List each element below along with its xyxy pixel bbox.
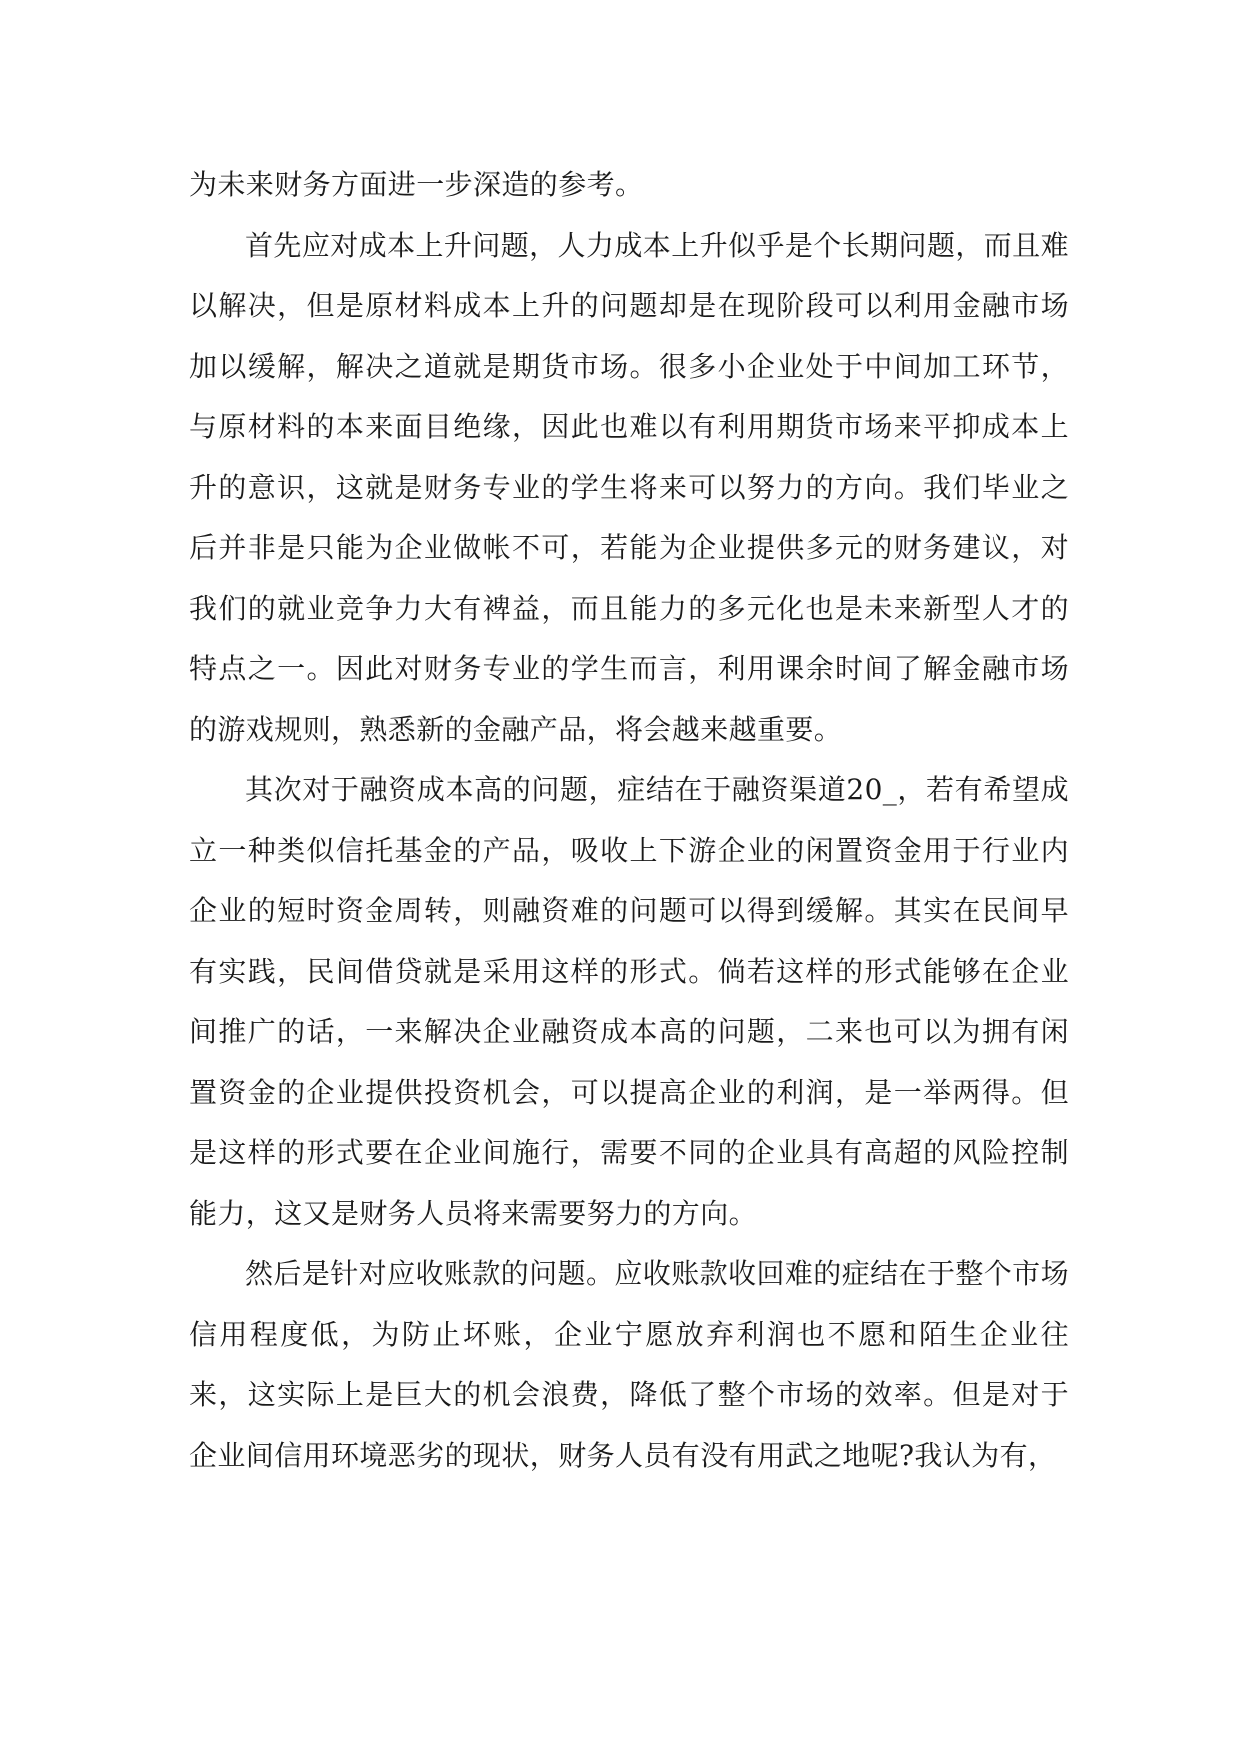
paragraph-1: 为未来财务方面进一步深造的参考。 bbox=[189, 168, 644, 201]
document-body bbox=[189, 155, 1069, 1486]
paragraph-3: 其次对于融资成本高的问题，症结在于融资渠道20_，若有希望成立一种类似信托基金的产品，吸收上下游企业的闲置资金用于行业内企业的短时资金周转，则融资难的问题可以得到缓解。其实在民间早有实践，民间借贷就是采用这样的形式。倘若这样的形式能够在企业间推广的话，一来解决企业融资成本高的问题，二来也可以为拥有闲置资金的企业提供投资机会，可以提高企业的利润，是一举两得。但是这样的形式要在企业间施行，需要不同的企业具有高超的风险控制能力，这又是财务人员将来需要努力的方向。 bbox=[189, 773, 1069, 1230]
paragraph-2: 首先应对成本上升问题，人力成本上升似乎是个长期问题，而且难以解决，但是原材料成本上升的问题却是在现阶段可以利用金融市场加以缓解，解决之道就是期货市场。很多小企业处于中间加工环节，与原材料的本来面目绝缘，因此也难以有利用期货市场来平抑成本上升的意识，这就是财务专业的学生将来可以努力的方向。我们毕业之后并非是只能为企业做帐不可，若能为企业提供多元的财务建议，对我们的就业竞争力大有裨益，而且能力的多元化也是未来新型人才的特点之一。因此对财务专业的学生而言，利用课余时间了解金融市场的游戏规则，熟悉新的金融产品，将会越来越重要。 bbox=[189, 228, 1069, 746]
paragraph-4: 然后是针对应收账款的问题。应收账款收回难的症结在于整个市场信用程度低，为防止坏账，企业宁愿放弃利润也不愿和陌生企业往来，这实际上是巨大的机会浪费，降低了整个市场的效率。但是对于企业间信用环境恶劣的现状，财务人员有没有用武之地呢?我认为有， bbox=[189, 1257, 1069, 1472]
